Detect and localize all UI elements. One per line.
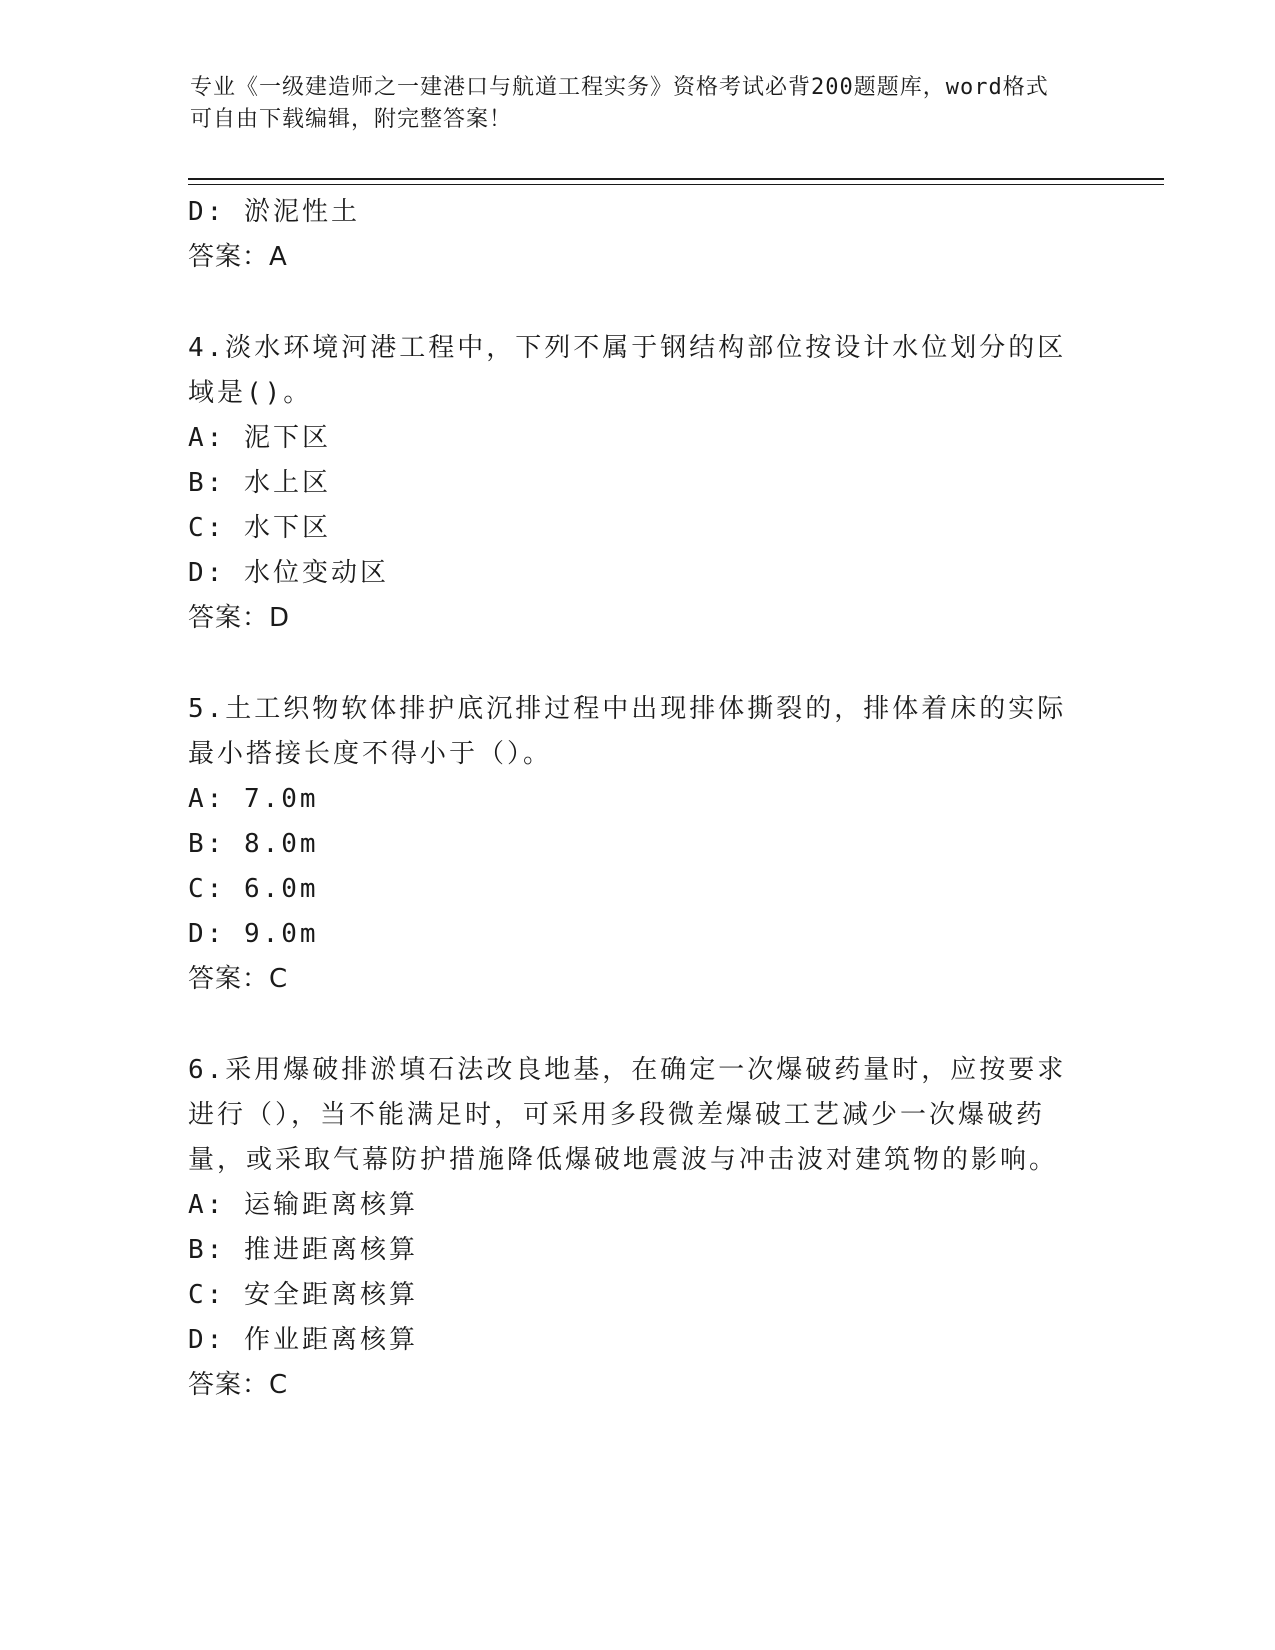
document-header: 专业《一级建造师之一建港口与航道工程实务》资格考试必背200题题库，word格式可自由下载编辑，附完整答案！ (190, 75, 1049, 132)
option-c: C: 6.0m (188, 874, 319, 904)
question-list (188, 190, 1068, 1408)
option-b: B: 推进距离核算 (188, 1235, 418, 1265)
option-a: A: 7.0m (188, 784, 319, 814)
option-d: D: 作业距离核算 (188, 1325, 418, 1355)
answer: 答案：D (188, 603, 291, 633)
option-d: D: 淤泥性土 (188, 197, 360, 227)
question-6 (188, 1048, 1068, 1408)
option-c: C: 水下区 (188, 513, 331, 543)
option-b: B: 水上区 (188, 468, 331, 498)
question-4 (188, 326, 1068, 641)
option-d: D: 水位变动区 (188, 558, 389, 588)
spacer (188, 1002, 1068, 1048)
question-stem: 4.淡水环境河港工程中，下列不属于钢结构部位按设计水位划分的区域是()。 (188, 333, 1067, 408)
answer: 答案：C (188, 964, 289, 994)
option-b: B: 8.0m (188, 829, 319, 859)
question-5 (188, 687, 1068, 1002)
spacer (188, 280, 1068, 326)
option-a: A: 运输距离核算 (188, 1190, 418, 1220)
option-a: A: 泥下区 (188, 423, 331, 453)
header-divider-thin (188, 184, 1164, 185)
header-divider-thick (188, 178, 1164, 180)
option-c: C: 安全距离核算 (188, 1280, 418, 1310)
question-stem: 5.土工织物软体排护底沉排过程中出现排体撕裂的，排体着床的实际最小搭接长度不得小于（）。 (188, 694, 1067, 769)
answer: 答案：A (188, 242, 288, 272)
answer: 答案：C (188, 1370, 289, 1400)
question-stem: 6.采用爆破排淤填石法改良地基，在确定一次爆破药量时，应按要求进行（），当不能满足时，可采用多段微差爆破工艺减少一次爆破药量，或采取气幕防护措施降低爆破地震波与冲击波对建筑物的影响。 (188, 1055, 1067, 1175)
question-continued (188, 190, 1068, 280)
spacer (188, 641, 1068, 687)
option-d: D: 9.0m (188, 919, 319, 949)
